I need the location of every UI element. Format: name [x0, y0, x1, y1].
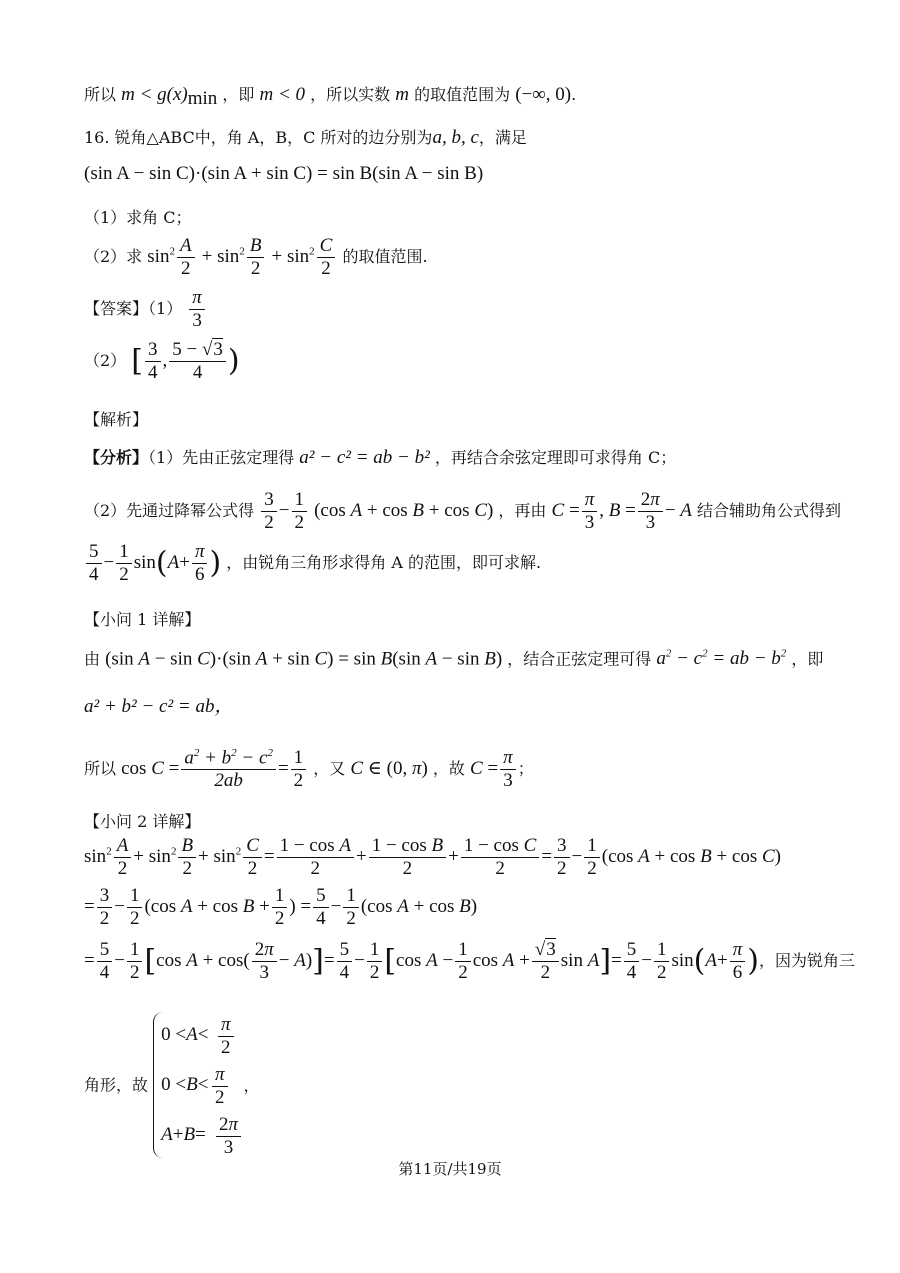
- problem-condition: (sin A − sin C)·(sin A + sin C) = sin B(sin A − sin B): [84, 163, 484, 184]
- sub1-label: 【小问 1 详解】: [84, 610, 201, 629]
- sub1-line2: a² + b² − c² = ab，: [84, 696, 234, 717]
- sub1-line1: 由 (sin A − sin C)·(sin A + sin C) = sin B(sin A − sin B) ，结合正弦定理可得 $a^2 - c^2$ = ab − $b^2$ ，即: [84, 648, 824, 670]
- sys-frac-1: $\frac{\pi}{2}$: [216, 1015, 236, 1058]
- analysis-label: 【解析】: [84, 410, 149, 429]
- problem-stem: 16. 锐角△ABC中，角 A，B，C 所对的边分别为a, b, c，满足: [84, 127, 527, 148]
- sub2-line4: 角形，故 0 < A < 0 < B < A + B =: [84, 1012, 208, 1158]
- analysis-1: 【分析】（1）先由正弦定理得 a² − c² = ab − b² ，再结合余弦定理即可求得角 C；: [84, 447, 677, 468]
- question-1: （1）求角 C；: [84, 208, 192, 227]
- analysis-2: （2）先通过降幂公式得 $\frac{3}{2}$ − $\frac{1}{2}$ (cos A + cos B + cos C) ，再由 C = $\frac{\pi}{3}$ , B = $\frac{2\pi}{3}$ − A 结合辅助角公式得到: [84, 489, 842, 533]
- page-footer: 第11页/共19页: [398, 1160, 502, 1178]
- line-range-conclusion: 所以 $m < g(x)_{min}$ ，即 m < 0 ，所以实数 m 的取值范围为 (−∞, 0).: [84, 84, 577, 110]
- sub2-line3: = $\frac{5}{4}$ − $\frac{1}{2}$ [cos A + cos( $\frac{2\pi}{3}$ − A)]= $\frac{5}{4}$ − $\frac{1}{2}$ [cos A − $\frac{1}{2}$ cos A + $\frac{√3}{2}$ sin A]= $\frac{5}{4}$ − $\frac{1}{2}$ sin(A+ $\frac{\pi}{6}$ )，因为锐角三: [84, 939, 855, 983]
- sys-frac-3: $\frac{2\pi}{3}$: [214, 1115, 243, 1158]
- sub2-line1: $\sin^2$ $\frac{A}{2}$ + $\sin^2$ $\frac{B}{2}$ + $\sin^2$ $\frac{C}{2}$ = $\frac{\text{1 − cos A}}{2}$ + $\frac{\text{1 − cos B}}{2}$ + $\frac{\text{1 − cos C}}{2}$ = $\frac{3}{2}$ − $\frac{1}{2}$ (cos A + cos B + cos C): [84, 835, 781, 879]
- question-2: （2）求 $\sin^2$ $\frac{A}{2}$ + $\sin^2$ $\frac{B}{2}$ + $\sin^2$ $\frac{C}{2}$ 的取值范围.: [84, 235, 428, 279]
- analysis-3: $\frac{5}{4}$ − $\frac{1}{2}$ sin(A+ $\frac{\pi}{6}$ ) ，由锐角三角形求得角 A 的范围，即可求解.: [84, 542, 541, 585]
- answer-2: （2） [ $\frac{3}{4}$ , $\frac{5 - √3}{4}$ ): [84, 339, 240, 383]
- answer-1: 【答案】（1） $\frac{\pi}{3}$: [84, 288, 207, 331]
- sys-frac-2: $\frac{\pi}{2}$ ，: [210, 1065, 260, 1108]
- inequality-system: 0 < A < 0 < B < A + B =: [153, 1012, 208, 1158]
- sub1-line3: 所以 cos C = $\frac{a^2 + b^2 - c^2}{2ab}$ = $\frac{1}{2}$ ，又 C ∈ (0, π) ，故 C = $\frac{\pi}{3}$ ；: [84, 747, 534, 792]
- sub2-line2: = $\frac{3}{2}$ − $\frac{1}{2}$ (cos A + cos B + $\frac{1}{2}$ ) = $\frac{5}{4}$ − $\frac{1}{2}$ (cos A + cos B): [84, 885, 478, 929]
- sub2-label: 【小问 2 详解】: [84, 812, 201, 831]
